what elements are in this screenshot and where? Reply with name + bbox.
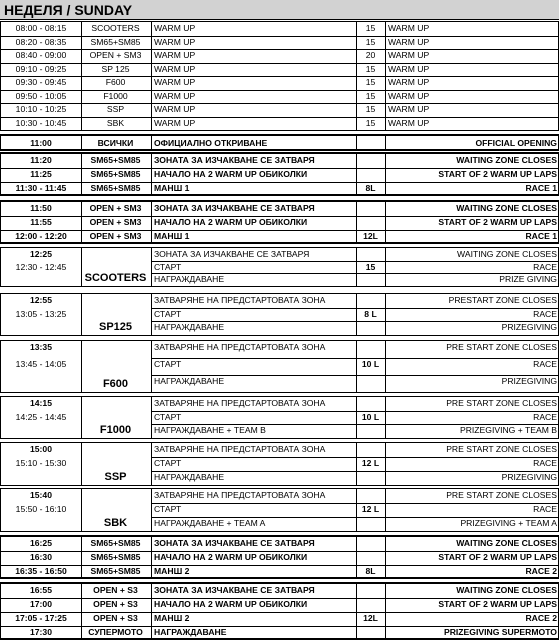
block-bg: НАГРАЖДАВАНЕ bbox=[154, 376, 225, 386]
row-en: WARM UP bbox=[388, 90, 430, 101]
block-bg: ЗАТВАРЯНЕ НА ПРЕДСТАРТОВАТА ЗОНА bbox=[154, 398, 326, 408]
row-class: SCOOTERS bbox=[91, 23, 140, 33]
block-en: PRIZEGIVING + TEAM A bbox=[460, 518, 557, 528]
block-en: RACE bbox=[533, 504, 557, 514]
block-bg: СТАРТ bbox=[154, 308, 182, 319]
row-en: WARM UP bbox=[388, 104, 430, 114]
sbk-block bbox=[0, 488, 559, 532]
row-laps: 12L bbox=[363, 613, 378, 623]
grid-line bbox=[151, 584, 152, 638]
row-bg: WARM UP bbox=[154, 50, 196, 60]
ssp-block bbox=[0, 442, 559, 486]
block-bg: СТАРТ bbox=[154, 458, 182, 468]
block-time-range: 13:05 - 13:25 bbox=[15, 308, 67, 319]
row-bg: WARM UP bbox=[154, 36, 196, 47]
block-laps: 10 L bbox=[361, 411, 380, 422]
row-bg: ЗОНАТА ЗА ИЗЧАКВАНЕ СЕ ЗАТВАРЯ bbox=[154, 538, 315, 548]
row-laps: 15 bbox=[365, 23, 376, 33]
block-laps: 8 L bbox=[364, 308, 377, 319]
day-header bbox=[0, 0, 559, 20]
row-laps: 8L bbox=[365, 183, 376, 193]
row-laps: 15 bbox=[365, 77, 376, 87]
row-en: WARM UP bbox=[388, 77, 430, 87]
row-bg: WARM UP bbox=[154, 90, 196, 101]
row-laps: 15 bbox=[365, 63, 376, 74]
block-class: SCOOTERS bbox=[84, 272, 147, 284]
block-time-range: 15:10 - 15:30 bbox=[15, 458, 67, 468]
row-bg: МАНШ 1 bbox=[154, 231, 190, 241]
block-bg: ЗАТВАРЯНЕ НА ПРЕДСТАРТОВАТА ЗОНА bbox=[154, 295, 326, 305]
row-laps: 15 bbox=[365, 117, 376, 128]
row-class: OPEN + SM3 bbox=[89, 231, 142, 241]
row-class: OPEN + SM3 bbox=[89, 50, 142, 60]
grid-line bbox=[151, 154, 152, 194]
block-en: PRE START ZONE CLOSES bbox=[446, 398, 557, 408]
grid-line bbox=[151, 294, 152, 335]
block-time: 15:40 bbox=[30, 490, 52, 500]
f600-block bbox=[0, 340, 559, 393]
row-class: СУПЕРМОТО bbox=[88, 627, 143, 637]
block-class: SP125 bbox=[98, 321, 133, 333]
row-class: SM65+SM85 bbox=[90, 538, 141, 548]
block-en: RACE bbox=[533, 261, 557, 272]
row-time: 11:25 bbox=[30, 169, 52, 179]
row-class: OPEN + SM3 bbox=[89, 203, 142, 213]
block-time: 15:00 bbox=[30, 444, 52, 454]
row-bg: ЗОНАТА ЗА ИЗЧАКВАНЕ СЕ ЗАТВАРЯ bbox=[154, 155, 315, 165]
row-laps: 12L bbox=[363, 231, 378, 241]
row-en: WARM UP bbox=[388, 117, 430, 128]
row-bg: ЗОНАТА ЗА ИЗЧАКВАНЕ СЕ ЗАТВАРЯ bbox=[154, 203, 315, 213]
row-time: 10:10 - 10:25 bbox=[15, 104, 67, 114]
opening-time: 11:00 bbox=[30, 138, 52, 148]
block-en: PRIZEGIVING bbox=[501, 472, 557, 482]
row-class: SM65+SM85 bbox=[90, 155, 141, 165]
block-time-range: 13:45 - 14:05 bbox=[15, 359, 67, 369]
block-class: SSP bbox=[104, 471, 127, 483]
block-time: 12:25 bbox=[30, 249, 52, 259]
row-bg: МАНШ 2 bbox=[154, 613, 190, 623]
row-bg: НАЧАЛО НА 2 WARM UP ОБИКОЛКИ bbox=[154, 169, 308, 179]
opening-en: OFFICIAL OPENING bbox=[475, 138, 557, 148]
block-en: WAITING ZONE CLOSES bbox=[457, 249, 557, 259]
block-time-range: 15:50 - 16:10 bbox=[15, 504, 67, 514]
opening-bg: ОФИЦИАЛНО ОТКРИВАНЕ bbox=[154, 138, 268, 148]
block-bg: ЗАТВАРЯНЕ НА ПРЕДСТАРТОВАТА ЗОНА bbox=[154, 342, 326, 352]
row-time: 16:55 bbox=[30, 585, 52, 595]
row-class: F1000 bbox=[103, 90, 128, 101]
race1-sm-block bbox=[0, 152, 559, 196]
row-class: SM65+SM85 bbox=[90, 183, 141, 193]
block-time: 14:15 bbox=[30, 398, 52, 408]
opening-block bbox=[0, 134, 559, 151]
f1000-block bbox=[0, 396, 559, 439]
row-time: 17:05 - 17:25 bbox=[15, 613, 67, 623]
block-bg: ЗОНАТА ЗА ИЗЧАКВАНЕ СЕ ЗАТВАРЯ bbox=[154, 249, 310, 259]
block-bg: СТАРТ bbox=[154, 411, 182, 422]
row-time: 17:00 bbox=[30, 599, 52, 609]
block-en: RACE bbox=[533, 308, 557, 319]
grid-line bbox=[151, 248, 152, 286]
block-bg: СТАРТ bbox=[154, 504, 182, 514]
row-en: RACE 2 bbox=[525, 566, 557, 576]
row-en: WAITING ZONE CLOSES bbox=[456, 203, 557, 213]
row-laps: 15 bbox=[365, 104, 376, 114]
block-bg: НАГРАЖДАВАНЕ + TEAM A bbox=[154, 518, 266, 528]
row-time: 08:40 - 09:00 bbox=[15, 50, 67, 60]
sp125-block bbox=[0, 293, 559, 336]
row-en: WARM UP bbox=[388, 36, 430, 47]
row-class: OPEN + S3 bbox=[93, 599, 138, 609]
block-en: RACE bbox=[533, 359, 557, 369]
row-en: PRIZEGIVING SUPERMOTO bbox=[443, 627, 557, 637]
grid-line bbox=[151, 537, 152, 577]
block-laps: 15 bbox=[365, 261, 376, 272]
row-time: 09:10 - 09:25 bbox=[15, 63, 67, 74]
day-title: НЕДЕЛЯ / SUNDAY bbox=[4, 2, 133, 18]
row-en: WAITING ZONE CLOSES bbox=[456, 155, 557, 165]
row-laps: 15 bbox=[365, 90, 376, 101]
row-en: WARM UP bbox=[388, 50, 430, 60]
row-time: 16:35 - 16:50 bbox=[15, 566, 67, 576]
grid-line bbox=[151, 443, 152, 485]
row-bg: WARM UP bbox=[154, 117, 196, 128]
block-en: PRE START ZONE CLOSES bbox=[446, 342, 557, 352]
row-laps: 20 bbox=[365, 50, 376, 60]
block-en: RACE bbox=[533, 458, 557, 468]
row-en: RACE 1 bbox=[525, 183, 557, 193]
grid-line bbox=[151, 489, 152, 531]
warmup-block bbox=[0, 21, 559, 131]
block-time-range: 12:30 - 12:45 bbox=[15, 261, 67, 272]
block-bg: НАГРАЖДАВАНЕ bbox=[154, 274, 225, 285]
block-en: RACE bbox=[533, 411, 557, 422]
row-class: OPEN + S3 bbox=[93, 613, 138, 623]
block-class: F1000 bbox=[99, 424, 132, 436]
row-bg: WARM UP bbox=[154, 104, 196, 114]
row-bg: НАГРАЖДАВАНЕ bbox=[154, 627, 227, 637]
row-en: WARM UP bbox=[388, 63, 430, 74]
row-time: 11:30 - 11:45 bbox=[15, 183, 67, 193]
block-bg: ЗАТВАРЯНЕ НА ПРЕДСТАРТОВАТА ЗОНА bbox=[154, 490, 326, 500]
row-en: START OF 2 WARM UP LAPS bbox=[438, 169, 557, 179]
row-time: 11:55 bbox=[30, 217, 52, 227]
grid-line bbox=[151, 341, 152, 392]
block-bg: СТАРТ bbox=[154, 261, 182, 272]
row-bg: МАНШ 1 bbox=[154, 183, 190, 193]
row-class: SM65+SM85 bbox=[90, 36, 141, 47]
block-en: PRIZEGIVING + TEAM B bbox=[459, 425, 557, 436]
block-time: 12:55 bbox=[30, 295, 52, 305]
row-time: 09:30 - 09:45 bbox=[15, 77, 67, 87]
row-time: 16:30 bbox=[30, 552, 52, 562]
row-laps: 8L bbox=[365, 566, 376, 576]
row-en: WARM UP bbox=[388, 23, 430, 33]
row-class: SM65+SM85 bbox=[90, 566, 141, 576]
block-en: PRIZEGIVING bbox=[501, 376, 557, 386]
block-en: PRIZEGIVING bbox=[501, 322, 557, 333]
opening-class: ВСИЧКИ bbox=[97, 138, 134, 148]
block-bg: НАГРАЖДАВАНЕ bbox=[154, 322, 225, 333]
row-en: START OF 2 WARM UP LAPS bbox=[438, 552, 557, 562]
row-en: START OF 2 WARM UP LAPS bbox=[438, 217, 557, 227]
block-laps: 12 L bbox=[361, 504, 380, 514]
row-bg: МАНШ 2 bbox=[154, 566, 190, 576]
row-bg: НАЧАЛО НА 2 WARM UP ОБИКОЛКИ bbox=[154, 552, 308, 562]
grid-line bbox=[356, 584, 357, 638]
row-bg: WARM UP bbox=[154, 23, 196, 33]
block-laps: 10 L bbox=[361, 359, 380, 369]
row-time: 12:00 - 12:20 bbox=[15, 231, 67, 241]
row-en: START OF 2 WARM UP LAPS bbox=[438, 599, 557, 609]
row-class: OPEN + S3 bbox=[93, 585, 138, 595]
row-time: 10:30 - 10:45 bbox=[15, 117, 67, 128]
row-time: 08:00 - 08:15 bbox=[15, 23, 67, 33]
row-bg: WARM UP bbox=[154, 63, 196, 74]
grid-line bbox=[151, 202, 152, 242]
block-class: SBK bbox=[103, 517, 128, 529]
scooters-block bbox=[0, 247, 559, 287]
row-bg: НАЧАЛО НА 2 WARM UP ОБИКОЛКИ bbox=[154, 599, 308, 609]
row-en: WAITING ZONE CLOSES bbox=[456, 585, 557, 595]
row-laps: 15 bbox=[365, 36, 376, 47]
row-bg: WARM UP bbox=[154, 77, 196, 87]
row-time: 16:25 bbox=[30, 538, 52, 548]
grid-line bbox=[151, 397, 152, 438]
row-class: SM65+SM85 bbox=[90, 169, 141, 179]
block-bg: НАГРАЖДАВАНЕ bbox=[154, 472, 225, 482]
block-time: 13:35 bbox=[30, 342, 52, 352]
race2-open-block bbox=[0, 582, 559, 640]
row-class: SSP bbox=[106, 104, 125, 114]
row-time: 08:20 - 08:35 bbox=[15, 36, 67, 47]
block-time-range: 14:25 - 14:45 bbox=[15, 411, 67, 422]
block-bg: СТАРТ bbox=[154, 359, 182, 369]
row-bg: ЗОНАТА ЗА ИЗЧАКВАНЕ СЕ ЗАТВАРЯ bbox=[154, 585, 315, 595]
row-time: 17:30 bbox=[30, 627, 52, 637]
row-en: RACE 2 bbox=[525, 613, 557, 623]
row-time: 11:50 bbox=[30, 203, 52, 213]
row-class: SM65+SM85 bbox=[90, 552, 141, 562]
block-laps: 12 L bbox=[361, 458, 380, 468]
block-class: F600 bbox=[102, 378, 129, 390]
row-class: SP 125 bbox=[101, 63, 130, 74]
race1-open-block bbox=[0, 200, 559, 244]
row-time: 11:20 bbox=[30, 155, 52, 165]
block-en: PRIZE GIVING bbox=[499, 274, 557, 285]
row-en: WAITING ZONE CLOSES bbox=[456, 538, 557, 548]
block-bg: ЗАТВАРЯНЕ НА ПРЕДСТАРТОВАТА ЗОНА bbox=[154, 444, 326, 454]
row-time: 09:50 - 10:05 bbox=[15, 90, 67, 101]
row-bg: НАЧАЛО НА 2 WARM UP ОБИКОЛКИ bbox=[154, 217, 308, 227]
row-class: SBK bbox=[106, 117, 125, 128]
row-en: RACE 1 bbox=[525, 231, 557, 241]
row-class: F600 bbox=[105, 77, 126, 87]
block-en: PRE START ZONE CLOSES bbox=[446, 444, 557, 454]
block-en: PRESTART ZONE CLOSES bbox=[448, 295, 557, 305]
block-en: PRE START ZONE CLOSES bbox=[446, 490, 557, 500]
row-class: OPEN + SM3 bbox=[89, 217, 142, 227]
race2-sm-block bbox=[0, 535, 559, 579]
block-bg: НАГРАЖДАВАНЕ + TEAM B bbox=[154, 425, 266, 436]
